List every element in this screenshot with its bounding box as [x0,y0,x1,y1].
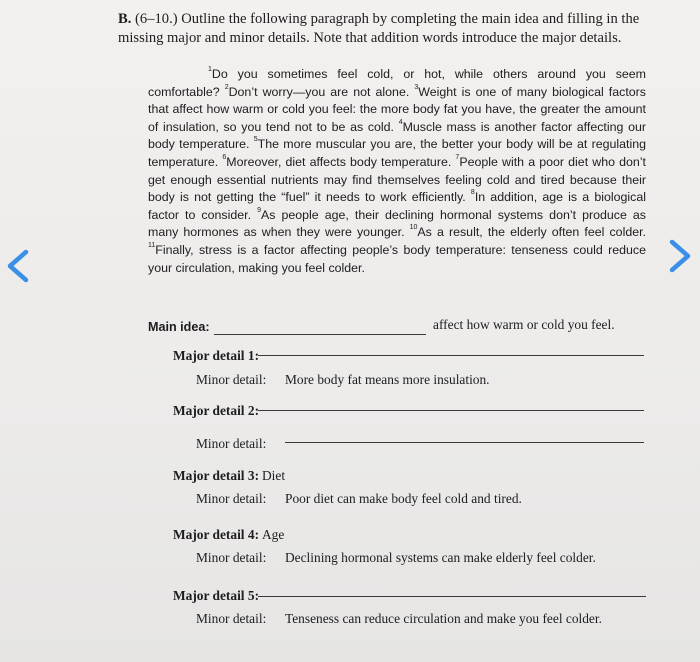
instructions-line-3: details. [579,30,622,46]
sentence-number: 5 [253,136,258,144]
sentence-number: 1 [208,66,212,73]
sentence-number: 9 [257,206,261,214]
minor-detail-4-label: Minor detail: [196,550,267,565]
minor-detail-2-label: Minor detail: [196,436,267,451]
major-detail-3-text: Diet [262,468,286,483]
sentence-text: Finally, stress is a factor affecting people’s body temperature: tenseness could reduce your circulation, making you feel colder. [148,242,646,275]
exercise-range: (6–10.) [135,11,178,27]
major-detail-1-blank[interactable] [258,355,644,356]
major-detail-2-label: Major detail 2: [173,403,260,418]
sentence-text: Moreover, diet affects body temperature. [226,154,456,169]
major-detail-5-blank[interactable] [258,596,646,597]
sentence-text: People with a poor diet who don’t get enough essential nutrients may find themselves feeling cold and tired because their body is not getting the “fuel” it needs to work efficiently. [148,154,646,205]
sentence-number: 11 [148,241,156,249]
sentence-text: Do you sometimes feel cold, or hot, while others around you seem comfortable? [148,67,646,99]
next-image-button[interactable] [660,236,700,276]
exercise-label: B. [118,11,132,27]
minor-detail-3-label: Minor detail: [196,491,267,506]
sentence-text: In addition, age is a biological factor to consider. [148,190,646,222]
chevron-left-icon [0,246,40,286]
sentence-number: 2 [224,83,229,91]
prev-image-button[interactable] [0,246,40,286]
sentence-number: 10 [409,224,418,232]
sentence-number: 4 [398,118,403,126]
sentence-number: 6 [222,153,227,161]
sentence-number: 8 [470,189,475,197]
major-detail-4-label: Major detail 4: [173,527,260,542]
minor-detail-1-label: Minor detail: [196,372,267,387]
chevron-right-icon [660,236,700,276]
exercise-instructions [118,10,648,48]
sentence-number: 7 [455,153,460,161]
instructions-line-2: the missing major and minor details. Note that addition words introduce the major [118,11,640,46]
major-detail-3-label: Major detail 3: [173,468,260,483]
minor-detail-5-text: Tenseness can reduce circulation and make you feel colder. [285,611,602,626]
main-idea-suffix: affect how warm or cold you feel. [433,317,615,332]
sentence-text: Weight is one of many biological factors that affect how warm or cold you feel: the more body fat you have, the greater the amount of insulation, so you tend not to be as cold. [148,84,646,134]
major-detail-5-label: Major detail 5: [173,588,260,603]
sentence-number: 3 [414,83,419,91]
major-detail-1-label: Major detail 1: [173,348,260,363]
sentence-text: As a result, the elderly often feel colder. [417,225,646,240]
main-idea-label: Main idea: [148,320,210,334]
minor-detail-5-label: Minor detail: [196,611,267,626]
minor-detail-4-text: Declining hormonal systems can make elderly feel colder. [285,550,596,565]
sentence-text: As people age, their declining hormonal systems don’t produce as many hormones as when they were younger. [148,207,646,240]
reading-paragraph [148,66,646,277]
major-detail-2-blank[interactable] [258,410,644,411]
major-detail-4-text: Age [262,527,285,542]
sentence-text: The more muscular you are, the better your body will be at regulating temperature. [148,137,646,169]
minor-detail-3-text: Poor diet can make body feel cold and tired. [285,491,522,506]
sentence-text: Muscle mass is another factor affecting our body temperature. [148,119,646,152]
minor-detail-1-text: More body fat means more insulation. [285,372,490,387]
main-idea-blank[interactable] [214,334,426,335]
instructions-line-1: Outline the following paragraph by completing the main idea and filling in [181,11,618,27]
minor-detail-2-blank[interactable] [285,442,644,443]
sentence-text: Don’t worry—you are not alone. [228,84,415,99]
